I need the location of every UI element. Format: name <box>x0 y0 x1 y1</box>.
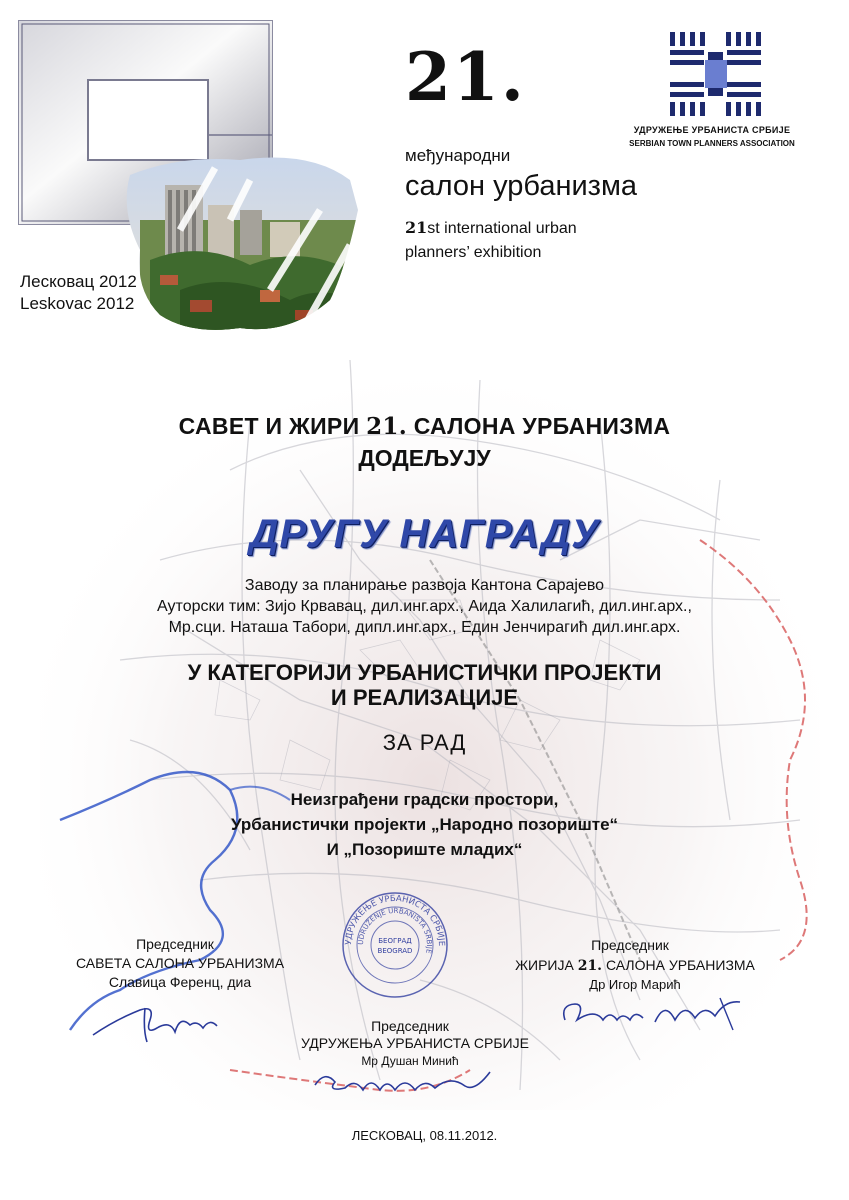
subtitle-international: међународни <box>405 146 511 165</box>
stamp-city-cyrillic: БЕОГРАД <box>378 937 412 945</box>
right-body-before: ЖИРИЈА <box>515 957 578 973</box>
work-title-line-2: Урбанистички пројекти „Народно позориште“ <box>230 815 619 834</box>
recipient-line-2: Ауторски тим: Зијо Крвавац, дил.инг.арх., Аида Халилагић, дил.инг.арх., <box>157 598 692 615</box>
category-line-1: У КАТЕГОРИЈИ УРБАНИСТИЧКИ ПРОЈЕКТИ <box>187 660 662 685</box>
awards-verb: ДОДЕЉУЈУ <box>358 445 491 471</box>
right-body-number: 21. <box>577 958 603 974</box>
for-work-label: ЗА РАД <box>382 730 467 755</box>
city-photo-collage <box>120 150 360 335</box>
center-signer-body: УДРУЖЕЊА УРБАНИСТА СРБИЈЕ <box>301 1035 529 1051</box>
right-body-after: САЛОНА УРБАНИЗМА <box>602 957 755 973</box>
right-signer-name: Др Игор Марић <box>589 977 681 992</box>
stamp-inner-text: UDRUŽENJE URBANISTA SRBIJE <box>356 906 434 955</box>
association-stamp <box>340 890 450 1000</box>
recipient-line-1: Заводу за планирање развоја Кантона Сарајево <box>244 577 605 594</box>
right-handwritten-signature <box>555 990 755 1040</box>
english-number: 21 <box>405 218 428 237</box>
right-signer-body <box>490 957 780 974</box>
left-signer-role: Председник <box>136 936 214 952</box>
right-signer-role: Председник <box>591 937 669 953</box>
city-year-cyrillic: Лесковац 2012 <box>20 272 137 291</box>
work-title-line-1: Неизграђени градски простори, <box>290 790 559 809</box>
stamp-city-latin: BEOGRAD <box>377 947 413 955</box>
certificate-title <box>0 413 849 440</box>
recipient-line-3: Мр.сци. Наташа Табори, дипл.инг.арх., Един Јенчирагић дил.инг.арх. <box>168 619 681 636</box>
category-line-2: И РЕАЛИЗАЦИЈЕ <box>330 685 519 710</box>
center-handwritten-signature <box>305 1060 505 1100</box>
stamp-outer-text: УДРУЖЕЊЕ УРБАНИСТА СРБИЈЕ <box>343 893 447 947</box>
english-title-line1 <box>405 218 577 238</box>
edition-number: 21. <box>405 38 526 116</box>
subtitle-salon: салон урбанизма <box>405 170 638 202</box>
association-name-latin: SERBIAN TOWN PLANNERS ASSOCIATION <box>629 139 795 148</box>
place-and-date: ЛЕСКОВАЦ, 08.11.2012. <box>351 1128 498 1143</box>
title-part-before: САВЕТ И ЖИРИ <box>178 413 367 439</box>
left-handwritten-signature <box>85 990 245 1050</box>
english-title-line2: planners’ exhibition <box>405 244 542 261</box>
association-name-cyrillic: УДРУЖЕЊЕ УРБАНИСТА СРБИЈЕ <box>633 125 791 135</box>
left-signer-body: САВЕТА САЛОНА УРБАНИЗМА <box>75 955 285 971</box>
center-signer-role: Председник <box>371 1018 449 1034</box>
center-signer-name: Мр Душан Минић <box>361 1054 459 1068</box>
title-number: 21. <box>366 413 408 440</box>
title-part-after: САЛОНА УРБАНИЗМА <box>407 413 671 439</box>
left-signer-name: Славица Ференц, диа <box>108 974 252 990</box>
english-title-rest: st international urban <box>427 220 577 237</box>
award-name: ДРУГУ НАГРАДУ <box>249 512 600 556</box>
work-title-line-3: И „Позориште младих“ <box>326 840 523 859</box>
city-year-latin: Leskovac 2012 <box>20 294 135 313</box>
association-logo-icon <box>668 30 764 118</box>
